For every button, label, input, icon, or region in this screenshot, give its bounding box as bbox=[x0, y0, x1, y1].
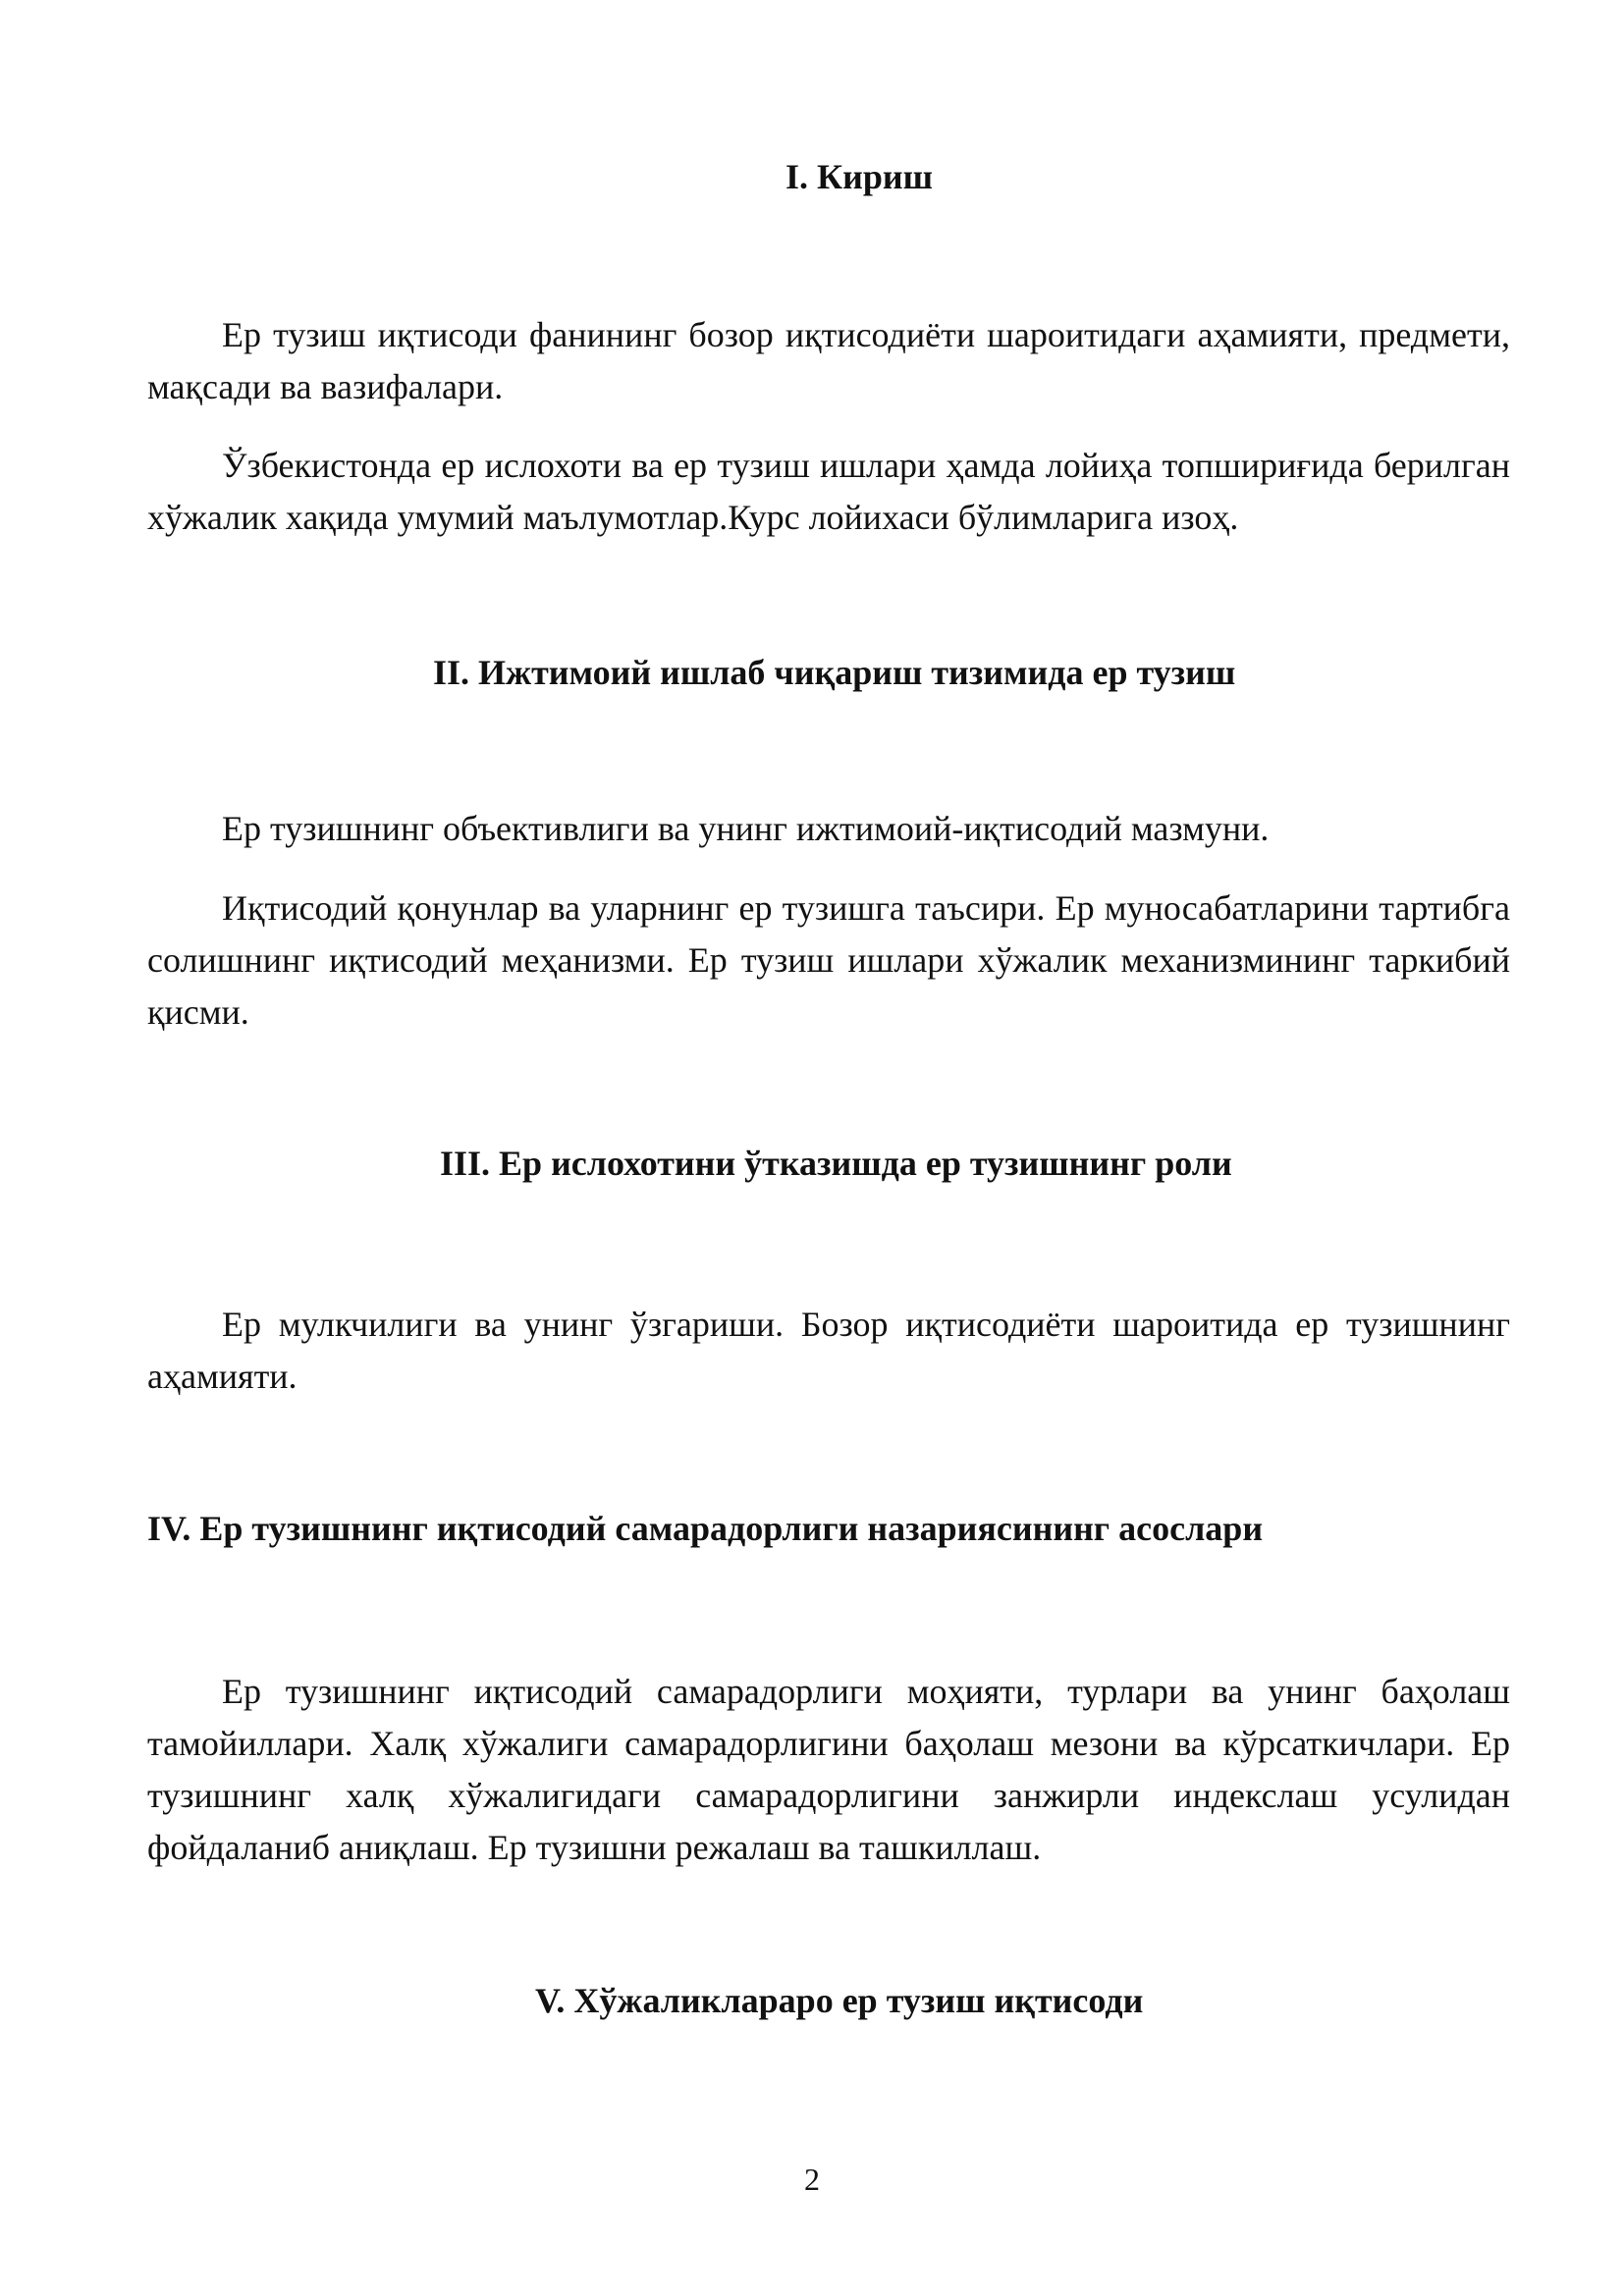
page-number: 2 bbox=[804, 2162, 820, 2197]
section-heading-2: II. Ижтимоий ишлаб чиқариш тизимида ер тузиш bbox=[433, 653, 1236, 692]
section-heading-1: I. Кириш bbox=[785, 157, 934, 196]
section-heading-4: IV. Ер тузишнинг иқтисодий самарадорлиги назариясининг асослари bbox=[147, 1509, 1264, 1548]
section-4-paragraph-1: Ер тузишнинг иқтисодий самарадорлиги моҳияти, турлари ва унинг баҳолаш тамойиллари. Халқ хўжалиги самарадорлигини баҳолаш мезони ва кўрсаткичлари. Ер тузишнинг халқ хўжалигидаги самарадорлигини занжирли индекслаш усулидан фойдаланиб аниқлаш. Ер тузишни режалаш ва ташкиллаш. bbox=[147, 1672, 1510, 1867]
section-1-paragraph-2: Ўзбекистонда ер ислохоти ва ер тузиш ишлари ҳамда лойиҳа топшириғида берилган хўжалик хақида умумий маълумотлар.Курс лойихаси бўлимларига изоҳ. bbox=[147, 446, 1510, 537]
section-2-paragraph-1: Ер тузишнинг объективлиги ва унинг ижтимоий-иқтисодий мазмуни. bbox=[222, 809, 1270, 848]
section-3-paragraph-1: Ер мулкчилиги ва унинг ўзгариши. Бозор иқтисодиёти шароитида ер тузишнинг аҳамияти. bbox=[147, 1305, 1510, 1396]
section-heading-5: V. Хўжаликлараро ер тузиш иқтисоди bbox=[535, 1981, 1144, 2020]
section-heading-3: III. Ер ислохотини ўтказишда ер тузишнинг роли bbox=[440, 1144, 1232, 1183]
section-2-paragraph-2: Иқтисодий қонунлар ва уларнинг ер тузишга таъсири. Ер муносабатларини тартибга солишнинг иқтисодий меҳанизми. Ер тузиш ишлари хўжалик механизмининг таркибий қисми. bbox=[147, 888, 1510, 1032]
section-1-paragraph-1: Ер тузиш иқтисоди фанининг бозор иқтисодиёти шароитидаги аҳамияти, предмети, мақсади ва вазифалари. bbox=[147, 315, 1510, 406]
